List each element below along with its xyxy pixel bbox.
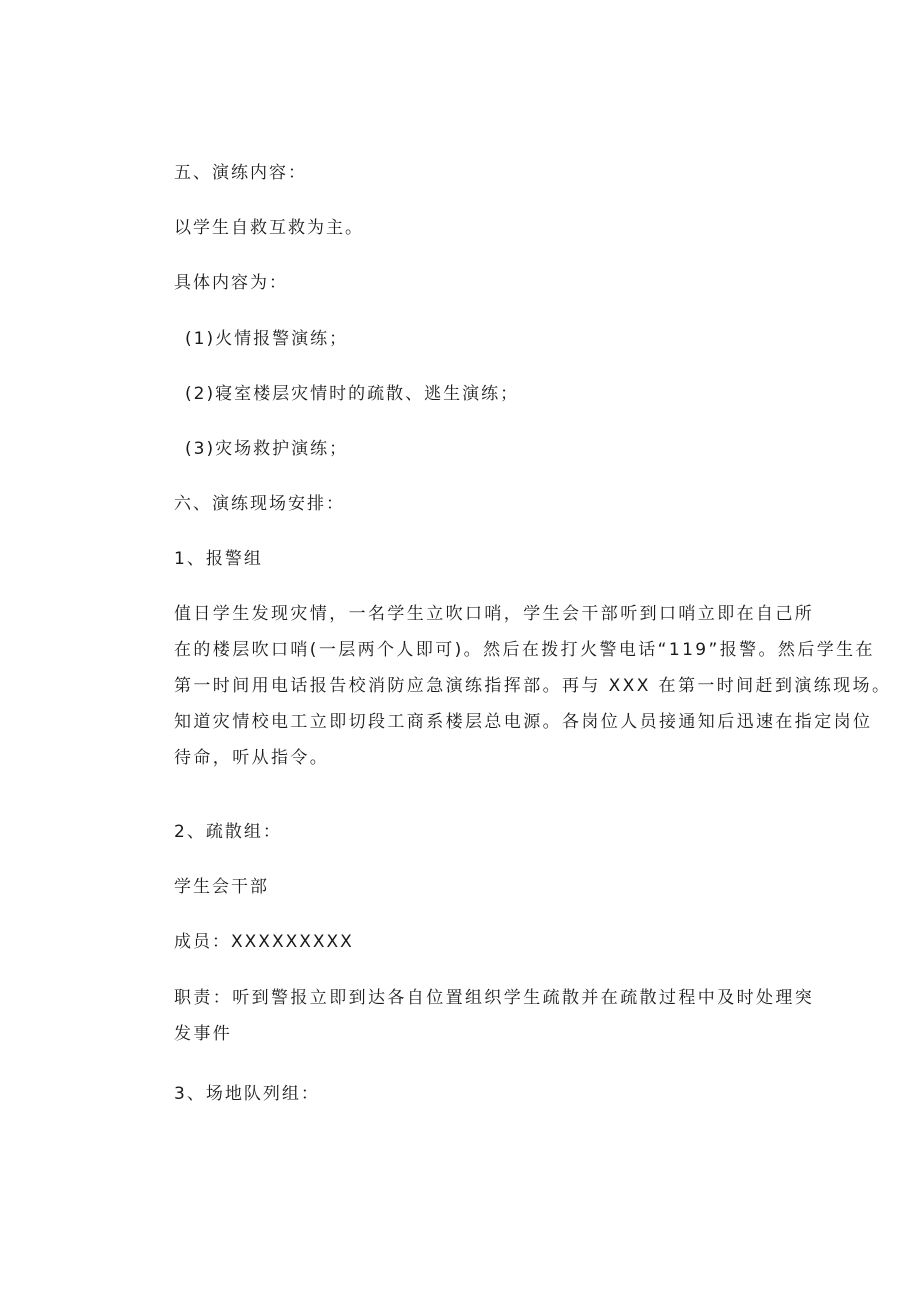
list-item: (3)灾场救护演练； <box>185 439 349 459</box>
group-3-heading: 3、场地队列组： <box>174 1084 320 1104</box>
list-item: (1)火情报警演练； <box>185 329 349 349</box>
section-5-details-label: 具体内容为： <box>174 273 288 293</box>
group-2-duty <box>174 980 814 1052</box>
group-1-heading: 1、报警组 <box>174 549 263 569</box>
paragraph-line: 在的楼层吹口哨(一层两个人即可)。然后在拨打火警电话“119”报警。然后学生在 <box>174 640 875 660</box>
paragraph-line: 发事件 <box>174 1024 233 1044</box>
group-2-members: 成员：XXXXXXXXX <box>174 932 354 952</box>
section-5-heading: 五、演练内容： <box>174 163 307 183</box>
paragraph-line: 知道灾情校电工立即切段工商系楼层总电源。各岗位人员接通知后迅速在指定岗位 <box>174 712 873 732</box>
paragraph-line: 第一时间用电话报告校消防应急演练指挥部。再与 XXX 在第一时间赶到演练现场。 <box>174 676 892 696</box>
paragraph-line: 职责：听到警报立即到达各自位置组织学生疏散并在疏散过程中及时处理突 <box>174 988 815 1008</box>
section-6-heading: 六、演练现场安排： <box>174 494 345 514</box>
group-1-paragraph <box>174 596 892 776</box>
paragraph-line: 待命，听从指令。 <box>174 748 330 768</box>
section-5-intro: 以学生自救互救为主。 <box>174 218 364 238</box>
group-2-leader: 学生会干部 <box>174 877 269 897</box>
paragraph-line: 值日学生发现灾情，一名学生立吹口哨，学生会干部听到口哨立即在自己所 <box>174 604 815 624</box>
list-item: (2)寝室楼层灾情时的疏散、逃生演练； <box>185 384 520 404</box>
group-2-heading: 2、疏散组： <box>174 822 282 842</box>
